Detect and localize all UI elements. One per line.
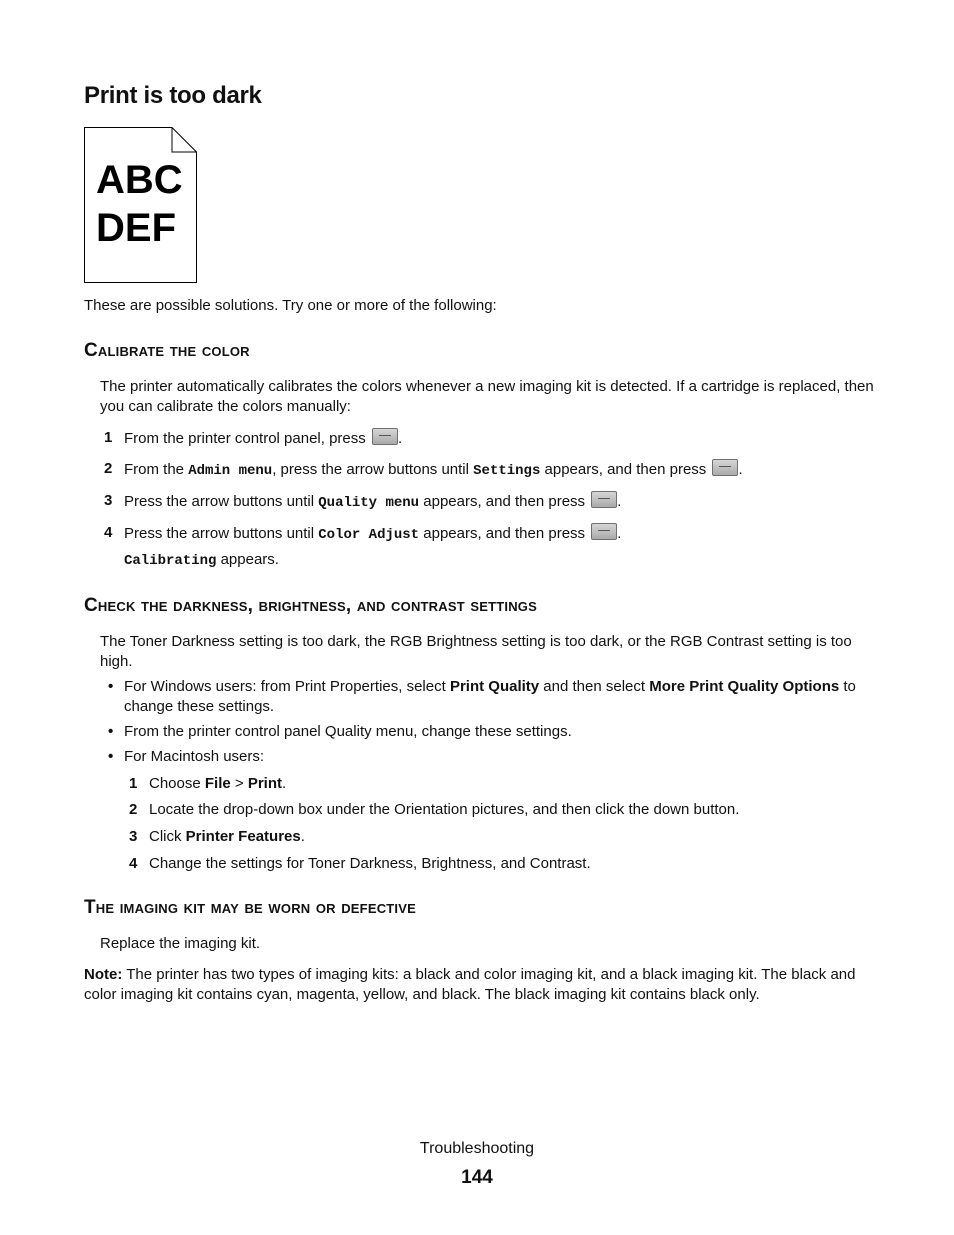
bullet-text: For Macintosh users: [124, 748, 265, 765]
select-key-icon [372, 428, 398, 445]
bullet-text: to change these settings. [124, 678, 856, 715]
select-key-icon [591, 523, 617, 540]
step-text: Choose [149, 775, 205, 792]
note-label: Note: [84, 966, 123, 983]
menu-name: Admin menu [188, 463, 273, 479]
bullet-icon: • [108, 723, 114, 740]
note-paragraph [84, 965, 874, 1005]
section-body-imaging-kit: Replace the imaging kit. [100, 935, 261, 952]
step-number: 4 [129, 855, 138, 872]
bullet-text: and then select [539, 678, 650, 695]
section-heading-imaging-kit: The imaging kit may be worn or defective [84, 897, 416, 918]
step-text: > [230, 775, 248, 792]
step-text: Press the arrow buttons until [124, 493, 319, 510]
menu-name: Settings [473, 463, 541, 479]
section-body-calibrate: The printer automatically calibrates the colors whenever a new imaging kit is detected. If a cartridge is replaced, then you can calibrate the colors manually: [100, 378, 874, 415]
footer-section-title: Troubleshooting [419, 1140, 535, 1157]
step-number: 3 [129, 828, 138, 845]
step-text: appears, and then press [419, 493, 586, 510]
bullet-text: From the printer control panel Quality menu, change these settings. [124, 723, 572, 740]
step-text: . [282, 775, 287, 792]
bullet-icon: • [108, 678, 114, 695]
section-body-check-settings: The Toner Darkness setting is too dark, the RGB Brightness setting is too dark, or the RGB Contrast setting is too high. [100, 633, 852, 670]
step-text: Change the settings for Toner Darkness, Brightness, and Contrast. [149, 855, 591, 872]
step-number: 2 [129, 801, 138, 818]
dark-print-sample-figure [84, 127, 197, 283]
bullet-icon: • [108, 748, 114, 765]
step-text: . [397, 430, 403, 447]
step-text: Press the arrow buttons until [124, 525, 319, 542]
figure-text-line1: ABC [96, 158, 183, 202]
step-text: From the printer control panel, press [124, 430, 366, 447]
step-text: appears, and then press [419, 525, 586, 542]
figure-text-line2: DEF [96, 206, 176, 250]
result-text: appears. [216, 551, 279, 568]
page-title: Print is too dark [84, 82, 262, 109]
intro-text: These are possible solutions. Try one or more of the following: [84, 297, 497, 314]
step-text: From the [124, 461, 189, 478]
step-number: 3 [104, 492, 113, 509]
step-number: 4 [104, 524, 113, 541]
step-text: . [617, 493, 622, 510]
page-number: 144 [461, 1167, 493, 1188]
ui-option-label: Print Quality [449, 678, 540, 695]
step-text: Click [149, 828, 186, 845]
select-key-icon [591, 491, 617, 508]
step-number: 2 [104, 460, 113, 477]
ui-option-label: More Print Quality Options [649, 678, 840, 695]
section-heading-calibrate: Calibrate the color [84, 340, 250, 361]
step-text: Locate the drop-down box under the Orientation pictures, and then click the down button. [149, 801, 740, 818]
step-text: . [617, 525, 622, 542]
menu-label: Print [247, 775, 282, 792]
step-text: . [300, 828, 305, 845]
note-text: The printer has two types of imaging kits: a black and color imaging kit, and a black imaging kit. The black and color imaging kit contains cyan, magenta, yellow, and black. The black imaging kit contains black only. [84, 966, 856, 1003]
step-text: appears, and then press [540, 461, 707, 478]
menu-name: Quality menu [318, 495, 420, 511]
status-message: Calibrating [124, 553, 217, 569]
step-text: , press the arrow buttons until [272, 461, 474, 478]
menu-label: Printer Features [185, 828, 301, 845]
menu-name: Color Adjust [318, 527, 420, 543]
step-text: . [738, 461, 743, 478]
bullet-text: For Windows users: from Print Properties, select [124, 678, 450, 695]
section-heading-check-settings: Check the darkness, brightness, and contrast settings [84, 595, 537, 616]
select-key-icon [712, 459, 738, 476]
step-number: 1 [104, 429, 113, 446]
menu-label: File [204, 775, 231, 792]
step-number: 1 [129, 775, 138, 792]
